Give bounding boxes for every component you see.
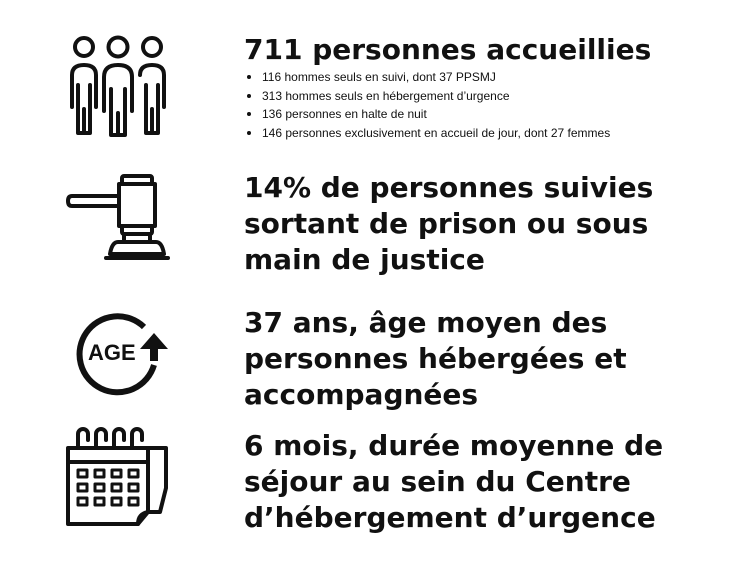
stat-average-age-title (244, 305, 627, 413)
stat-prison-title (244, 170, 653, 278)
title-line: personnes hébergées et (244, 342, 627, 375)
list-item: 136 personnes en halte de nuit (244, 105, 610, 124)
age-label: AGE (88, 340, 136, 365)
persons-breakdown-list (244, 68, 610, 142)
list-item: 313 hommes seuls en hébergement d’urgence (244, 87, 610, 106)
stat-persons-welcomed-title (244, 32, 651, 68)
judge-gavel-icon (66, 172, 174, 262)
stat-stay-duration-title (244, 428, 663, 536)
title-line: sortant de prison ou sous (244, 207, 649, 240)
title-line: 37 ans, âge moyen des (244, 306, 608, 339)
title-line: d’hébergement d’urgence (244, 501, 656, 534)
title-line: séjour au sein du Centre (244, 465, 631, 498)
title-line: 6 mois, durée moyenne de (244, 429, 664, 462)
title-line: main de justice (244, 243, 485, 276)
list-item: 146 personnes exclusivement en accueil de jour, dont 27 femmes (244, 124, 610, 143)
title-line: accompagnées (244, 378, 479, 411)
calendar-icon (64, 422, 172, 528)
title-line: 711 personnes accueillies (244, 33, 652, 66)
age-cycle-icon (66, 307, 172, 399)
people-group-icon (66, 33, 170, 137)
list-item: 116 hommes seuls en suivi, dont 37 PPSMJ (244, 68, 610, 87)
title-line: 14% de personnes suivies (244, 171, 654, 204)
